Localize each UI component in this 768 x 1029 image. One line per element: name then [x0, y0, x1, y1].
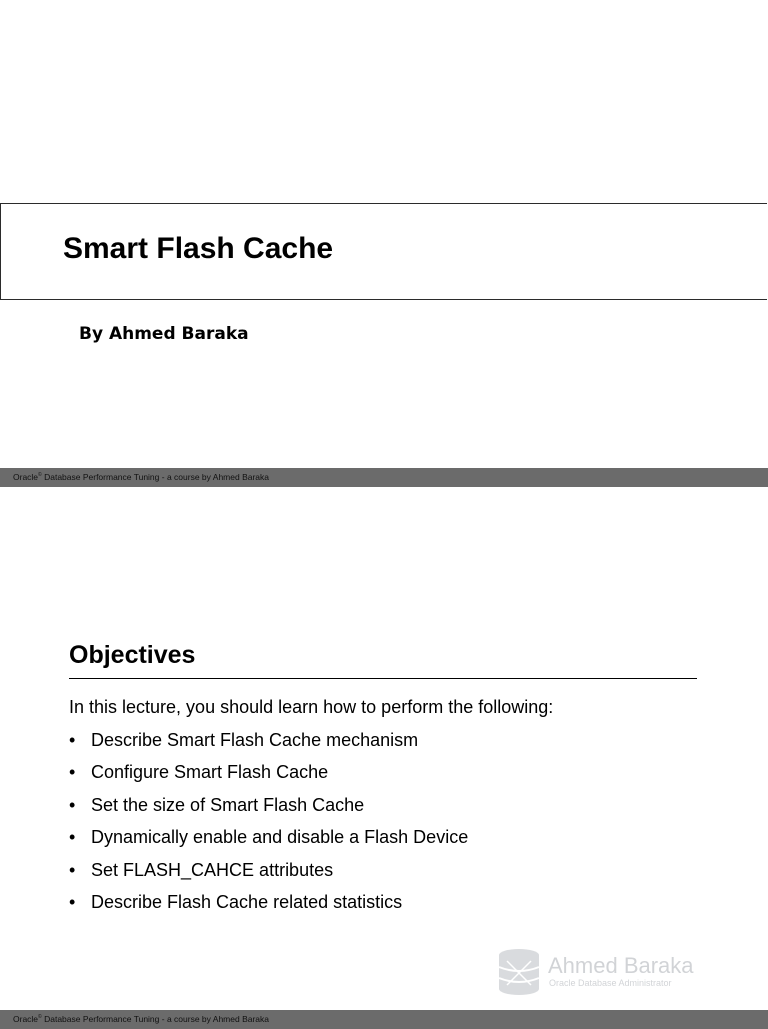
author-byline: By Ahmed Baraka: [79, 324, 249, 344]
bullet-icon: •: [69, 827, 76, 848]
list-item: • Dynamically enable and disable a Flash Device: [69, 827, 469, 848]
title-slide: [0, 0, 768, 487]
footer-text: Oracle© Database Performance Tuning - a course by Ahmed Baraka: [13, 472, 269, 482]
bullet-icon: •: [69, 794, 76, 815]
list-item: • Describe Flash Cache related statistics: [69, 891, 403, 912]
title-box: [0, 203, 767, 300]
bullet-icon: •: [69, 762, 76, 783]
slide-title: Smart Flash Cache: [63, 232, 334, 265]
footer-bar: [0, 468, 768, 487]
list-item: • Set the size of Smart Flash Cache: [69, 794, 365, 815]
list-item: • Configure Smart Flash Cache: [69, 762, 329, 783]
footer-bar: [0, 1010, 768, 1029]
objectives-heading: Objectives: [69, 641, 196, 669]
bullet-icon: •: [69, 730, 76, 750]
objectives-slide: [0, 487, 768, 1024]
objectives-list: [69, 730, 468, 924]
list-item: • Describe Smart Flash Cache mechanism: [69, 730, 419, 750]
database-icon: [497, 947, 541, 997]
watermark-name: Ahmed Baraka: [548, 953, 694, 978]
bullet-icon: •: [69, 891, 76, 912]
author-watermark: [497, 947, 694, 997]
heading-divider: [69, 678, 697, 679]
watermark-subtitle: Oracle Database Administrator: [549, 978, 672, 988]
list-item: • Set FLASH_CAHCE attributes: [69, 859, 334, 880]
intro-text: In this lecture, you should learn how to perform the following:: [69, 697, 554, 717]
bullet-icon: •: [69, 859, 76, 880]
footer-text: Oracle© Database Performance Tuning - a course by Ahmed Baraka: [13, 1014, 269, 1024]
